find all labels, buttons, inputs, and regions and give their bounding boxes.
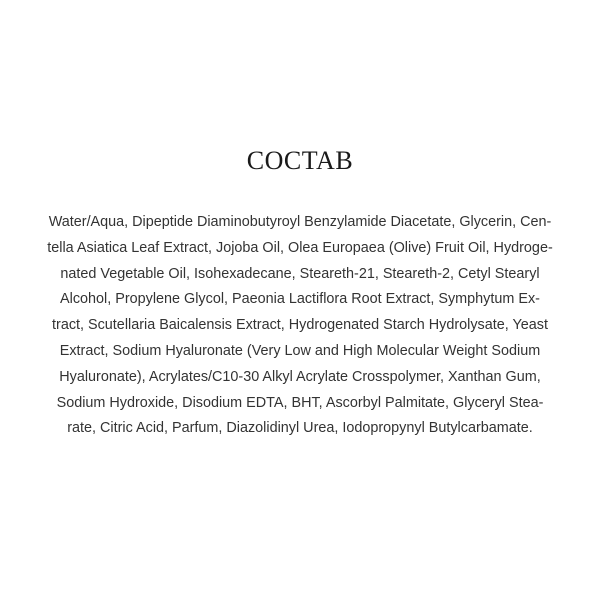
product-title: COCTAB (246, 146, 354, 175)
ingredients-line: Extract, Sodium Hyaluronate (Very Low and High Molecular Weight Sodium (59, 342, 541, 359)
ingredients-text (24, 210, 576, 442)
ingredients-line: rate, Citric Acid, Parfum, Diazolidinyl Urea, Iodopropynyl Butylcarbamate. (67, 420, 533, 437)
ingredients-line: Sodium Hydroxide, Disodium EDTA, BHT, Ascorbyl Palmitate, Glyceryl Stea- (56, 394, 544, 411)
ingredients-line: Water/Aqua, Dipeptide Diaminobutyroyl Benzylamide Diacetate, Glycerin, Cen- (48, 214, 552, 230)
ingredients-line: nated Vegetable Oil, Isohexadecane, Steareth-21, Steareth-2, Cetyl Stearyl (60, 265, 540, 282)
ingredients-line: Alcohol, Propylene Glycol, Paeonia Lactiflora Root Extract, Symphytum Ex- (60, 291, 540, 308)
ingredients-line: tella Asiatica Leaf Extract, Jojoba Oil, Olea Europaea (Olive) Fruit Oil, Hydroge- (47, 239, 553, 256)
ingredients-line: Hyaluronate), Acrylates/C10-30 Alkyl Acrylate Crosspolymer, Xanthan Gum, (59, 368, 541, 385)
ingredients-line: tract, Scutellaria Baicalensis Extract, Hydrogenated Starch Hydrolysate, Yeast (52, 317, 548, 334)
